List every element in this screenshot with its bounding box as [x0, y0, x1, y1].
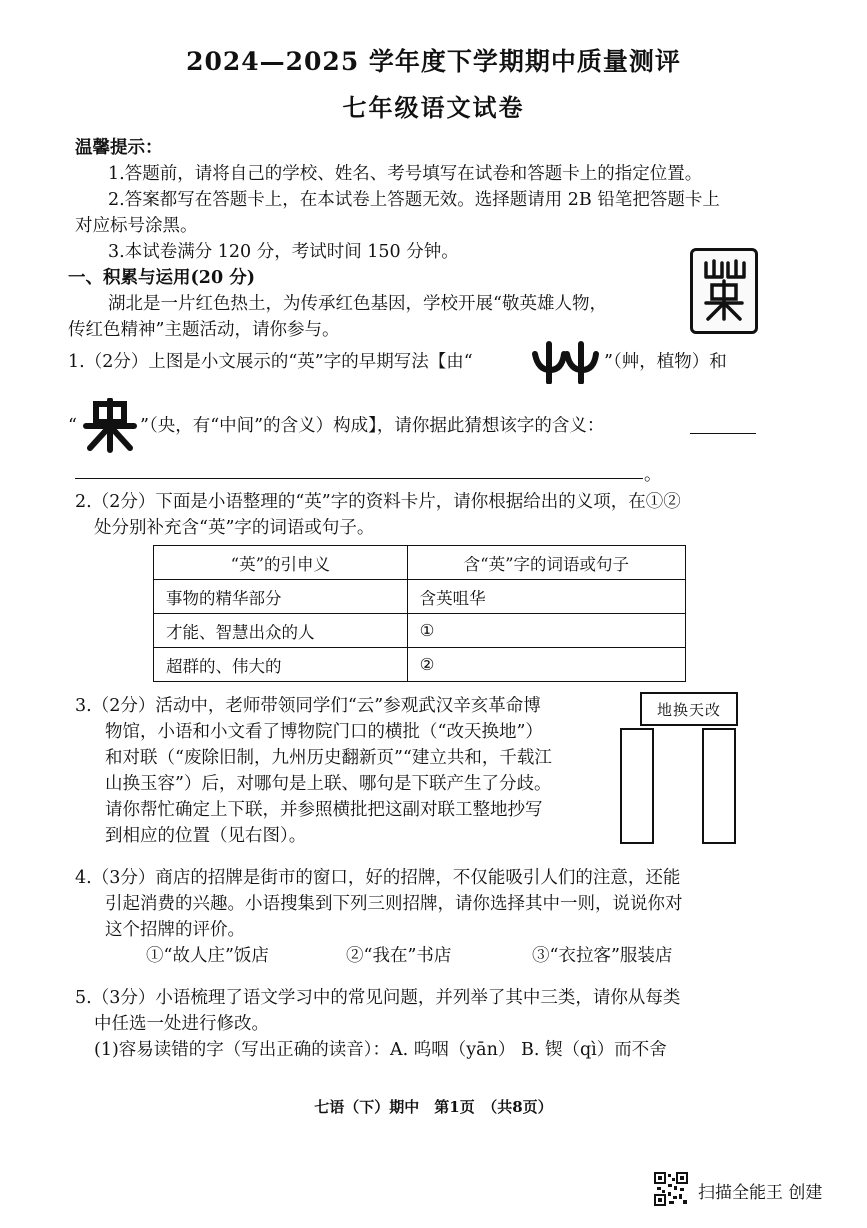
table-header-meaning: “英”的引申义: [154, 546, 408, 580]
section-1-intro: 湖北是一片红色热土，为传承红色基因，学校开展“敬英雄人物，: [108, 294, 607, 314]
section-1-intro-cont: 传红色精神”主题活动，请你参与。: [68, 320, 340, 340]
q1-period: 。: [644, 465, 662, 485]
notice-heading: 温馨提示：: [75, 138, 163, 158]
q1-answer-line-2[interactable]: [75, 478, 643, 479]
q4-option-3: ③“衣拉客”服装店: [532, 946, 673, 966]
table-cell-blank-1[interactable]: ①: [407, 614, 685, 648]
notice-item-2: 2.答案都写在答题卡上，在本试卷上答题无效。选择题请用 2B 铅笔把答题卡上: [108, 190, 720, 210]
q1-answer-line-1[interactable]: [690, 433, 756, 434]
q2-text-cont: 处分别补充含“英”字的词语或句子。: [94, 518, 375, 538]
couplet-right-column[interactable]: [702, 728, 736, 844]
q5-text: 5.（3分）小语梳理了语文学习中的常见问题，并列举了其中三类，请你从每类: [75, 988, 681, 1008]
table-row: [154, 580, 686, 614]
q4-text: 4.（3分）商店的招牌是街市的窗口，好的招牌，不仅能吸引人们的注意，还能: [75, 868, 681, 888]
q3-line: 和对联（“废除旧制，九州历史翻新页”“建立共和，千载江: [105, 748, 552, 768]
q1-text-start: 1.（2分）上图是小文展示的“英”字的早期写法【由“: [68, 352, 473, 372]
qr-code-icon: [654, 1172, 688, 1206]
q3-line: 物馆，小语和小文看了博物院门口的横批（“改天换地”）: [105, 722, 543, 742]
table-header-examples: 含“英”字的词语或句子: [407, 546, 685, 580]
q5-sub-1: (1)容易读错的字（写出正确的读音）：A. 呜咽（yān） B. 锲（qì）而不舍: [94, 1040, 667, 1060]
q4-text-cont: 引起消费的兴趣。小语搜集到下列三则招牌，请你选择其中一则，说说你对: [105, 894, 683, 914]
q2-text: 2.（2分）下面是小语整理的“英”字的资料卡片，请你根据给出的义项，在①②: [75, 492, 681, 512]
table-cell: 含英咀华: [407, 580, 685, 614]
couplet-hengpi: 地换天改: [640, 692, 738, 726]
yang-glyph-image: [82, 398, 138, 458]
notice-item-3: 3.本试卷满分 120 分，考试时间 150 分钟。: [108, 242, 459, 262]
q4-text-cont: 这个招牌的评价。: [105, 920, 245, 940]
q1-quote-open: “: [68, 416, 77, 436]
couplet-left-column[interactable]: [620, 728, 654, 844]
table-cell-blank-2[interactable]: ②: [407, 648, 685, 682]
q3-line: 3.（2分）活动中，老师带领同学们“云”参观武汉辛亥革命博: [75, 696, 541, 716]
table-row: [154, 614, 686, 648]
notice-item-1: 1.答题前，请将自己的学校、姓名、考号填写在试卷和答题卡上的指定位置。: [108, 164, 703, 184]
q3-line: 山换玉容”）后，对哪句是上联、哪句是下联产生了分歧。: [105, 774, 552, 794]
table-header-row: [154, 546, 686, 580]
q4-option-1: ①“故人庄”饭店: [146, 946, 269, 966]
q1-text-end: ”（央，有“中间”的含义）构成】，请你据此猜想该字的含义：: [140, 416, 605, 436]
ying-data-card-table: [153, 545, 686, 682]
table-cell: 事物的精华部分: [154, 580, 408, 614]
table-cell: 才能、智慧出众的人: [154, 614, 408, 648]
q3-line: 请你帮忙确定上下联，并参照横批把这副对联工整地抄写: [105, 800, 543, 820]
scanner-watermark: 扫描全能王 创建: [698, 1183, 823, 1203]
notice-item-2-cont: 对应标号涂黑。: [75, 216, 198, 236]
section-1-heading: 一、积累与运用(20 分): [68, 268, 256, 288]
q5-text-cont: 中任选一处进行修改。: [94, 1014, 269, 1034]
exam-title: 2024—2025 学年度下学期期中质量测评: [186, 47, 681, 76]
ying-seal-script-image: [690, 248, 758, 334]
cao-glyph-image: [530, 340, 600, 388]
q4-option-2: ②“我在”书店: [346, 946, 452, 966]
q1-text-mid: ”（艸，植物）和: [604, 352, 727, 372]
q3-line: 到相应的位置（见右图）。: [105, 826, 307, 846]
page-footer: 七语（下）期中 第1页 （共8页）: [314, 1098, 553, 1116]
table-cell: 超群的、伟大的: [154, 648, 408, 682]
exam-subtitle: 七年级语文试卷: [342, 93, 525, 122]
table-row: [154, 648, 686, 682]
